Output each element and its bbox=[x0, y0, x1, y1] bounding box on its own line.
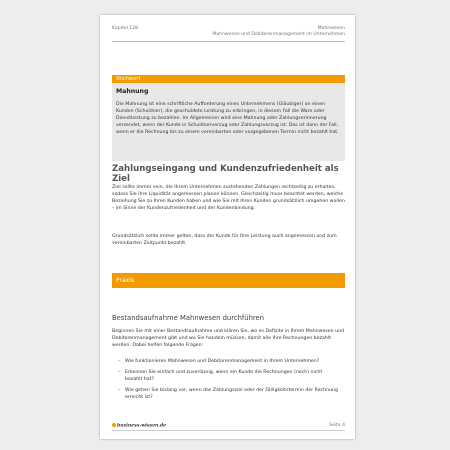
footer-logo-text: business-wissen.de bbox=[117, 423, 167, 429]
header-subsection: Mahnwesen und Debitorenmanagement im Unternehmen bbox=[212, 32, 345, 38]
question-list bbox=[118, 358, 340, 405]
header-divider bbox=[112, 41, 345, 42]
keyword-box-title: Mahnung bbox=[116, 88, 149, 95]
paragraph-principle: Grundsätzlich sollte immer gelten, dass der Kunde für Ihre Leistung auch angemessen und zum vereinbarten Zeitpunkt bezahlt. bbox=[112, 234, 337, 247]
header-chapter: Kapitel 128 bbox=[112, 26, 139, 31]
page-number: Seite 4 bbox=[328, 423, 345, 428]
section-heading: Zahlungseingang und Kundenzufriedenheit als Ziel bbox=[112, 164, 339, 184]
subheading: Bestandsaufnahme Mahnwesen durchführen bbox=[112, 314, 265, 322]
keyword-box-label: Stichwort bbox=[112, 75, 345, 83]
keyword-box bbox=[112, 75, 345, 161]
keyword-box-body bbox=[112, 83, 345, 161]
paragraph-goal: Ziel sollte immer sein, die Ihrem Unternehmen zustehenden Zahlungen rechtzeitig zu erhalten, sodass Sie ihre Liquidität angemessen planen können. Gleichzeitig muss beachtet werden, welche Beziehung Sie zu Ihren Kunden haben und wie Sie mit Ihren Kunden grundsätzlich umgehen wollen – im Sinne der Kundenzufriedenheit und der Kundenbindung. bbox=[112, 185, 345, 212]
list-item: – Wie funktionieren Mahnwesen und Debitorenmanagement in Ihrem Unternehmen? bbox=[118, 358, 340, 365]
list-item: – Erkennen Sie einfach und zuverlässig, wenn ein Kunde die Rechnungen (noch) nicht bezahlt hat? bbox=[118, 369, 340, 383]
keyword-box-text: Die Mahnung ist eine schriftliche Aufforderung eines Unternehmens (Gläubiger) an einen Kunden (Schuldner), die geschuldete Leistung zu erbringen, in diesem Fall die Ware oder Dienstleistung zu bezahlen. Im Allgemeinen wird eine Mahnung oder Zahlungserinnerung versendet, wenn der Kunde in Schuldnerverzug oder Zahlungsverzug ist. Das ist dann der Fall, wenn er die Rechnung bis zu einem vereinbarten oder vorgegebenen Termin nicht bezahlt hat. bbox=[116, 102, 339, 136]
praxis-box bbox=[112, 273, 345, 288]
footer-logo[interactable] bbox=[112, 423, 166, 429]
footer-divider bbox=[112, 430, 345, 431]
list-item: – Wie gehen Sie bislang vor, wenn das Zahlungsziel oder der Fälligkeitstermin der Rechnung erreicht ist? bbox=[118, 387, 340, 401]
logo-dot-icon bbox=[112, 423, 116, 427]
header-section: Mahnwesen bbox=[317, 26, 345, 31]
document-page bbox=[100, 15, 355, 439]
header-section-block bbox=[212, 26, 345, 38]
praxis-label: Praxis bbox=[112, 273, 345, 288]
intro-paragraph: Beginnen Sie mit einer Bestandsaufnahme und klären Sie, wo es Defizite in Ihrem Mahnwesen und Debitorenmanagement gibt und wo Sie handeln müssen, damit alle Ihre Rechnungen bezahlt werden. Dabei helfen folgende Fragen: bbox=[112, 329, 345, 349]
